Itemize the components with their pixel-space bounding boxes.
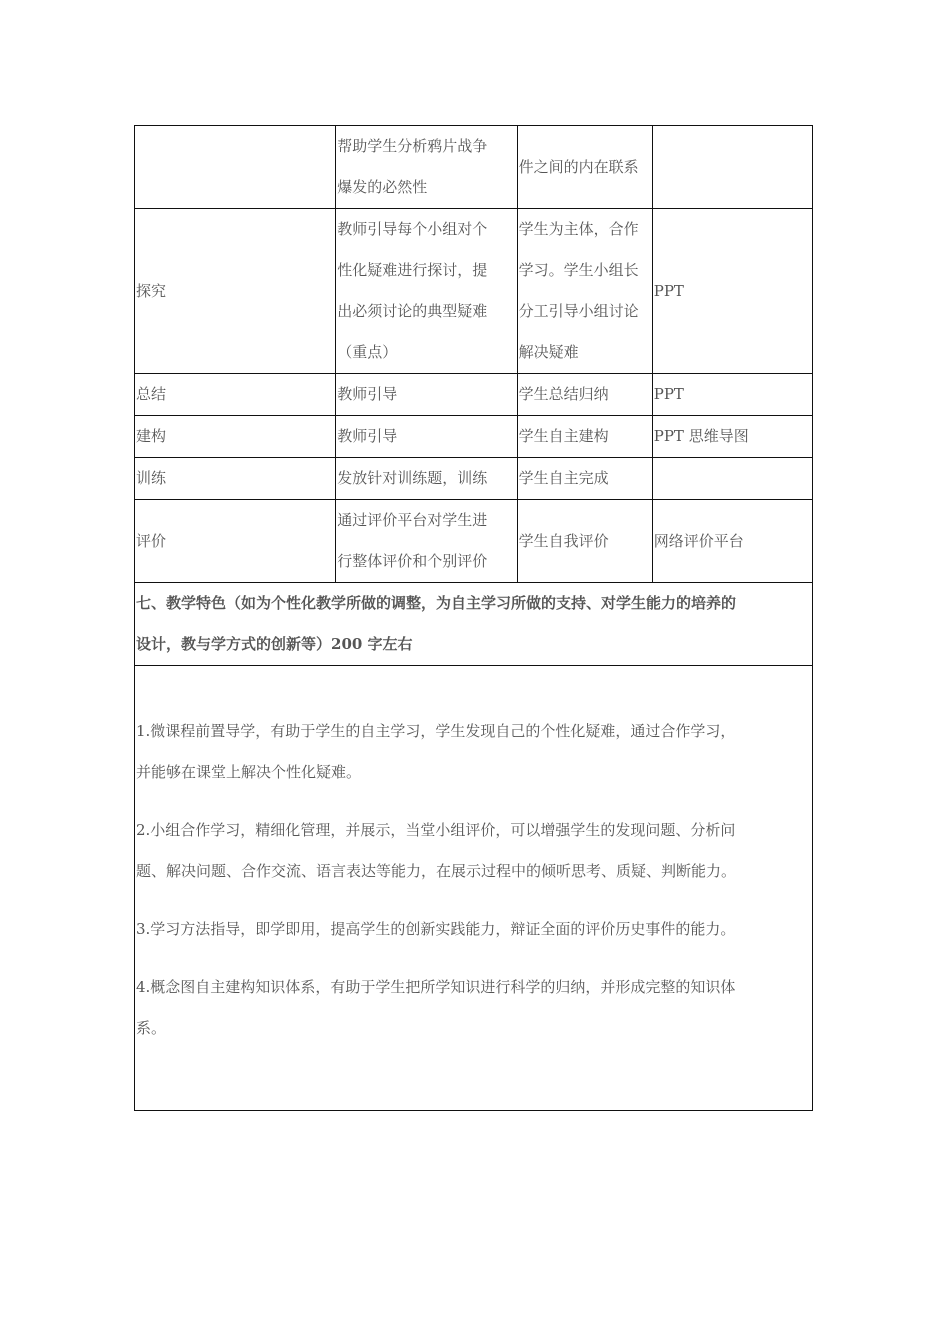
student-activity-cell [517,209,652,374]
section-body-row [135,666,813,1111]
stage-cell [135,126,336,209]
feature-paragraph [136,967,811,1049]
table-row [135,209,813,374]
text-line: 学生自主建构 [518,427,609,445]
text-line: 爆发的必然性 [337,178,428,196]
student-activity-cell [517,416,652,458]
heading-line: 设计，教与学方式的创新等）200 字左右 [136,635,413,653]
student-activity-cell [517,374,652,416]
table-row [135,374,813,416]
feature-paragraph [136,711,811,793]
section-body [135,666,813,1111]
teacher-activity-cell [336,209,517,374]
media-cell: PPT 思维导图 [652,416,812,458]
student-activity-cell [517,126,652,209]
text-line: 教师引导 [337,385,398,403]
table-row [135,126,813,209]
text-line: 教师引导每个小组对个 [337,220,488,238]
text-line: 行整体评价和个别评价 [337,552,488,570]
text-line: 并能够在课堂上解决个性化疑难。 [136,762,362,781]
stage-cell: 探究 [135,209,336,374]
section-heading-row [135,583,813,666]
text-line: 3.学习方法指导，即学即用，提高学生的创新实践能力，辩证全面的评价历史事件的能力。 [136,919,736,938]
stage-cell: 训练 [135,458,336,500]
text-line: 学生为主体，合作 [518,220,639,238]
teacher-activity-cell [336,500,517,583]
student-activity-cell [517,458,652,500]
text-line: 性化疑难进行探讨，提 [337,261,488,279]
text-line: 学生总结归纳 [518,385,609,403]
media-cell: PPT [652,209,812,374]
table-row [135,458,813,500]
feature-paragraph [136,810,811,892]
text-line: 题、解决问题、合作交流、语言表达等能力，在展示过程中的倾听思考、质疑、判断能力。 [136,861,737,880]
text-line: 2.小组合作学习，精细化管理，并展示，当堂小组评价，可以增强学生的发现问题、分析问 [136,820,736,839]
text-line: 1.微课程前置导学，有助于学生的自主学习，学生发现自己的个性化疑难，通过合作学习， [136,721,736,740]
teacher-activity-cell [336,126,517,209]
teacher-activity-cell [336,416,517,458]
teacher-activity-cell [336,458,517,500]
table-row [135,416,813,458]
text-line: 通过评价平台对学生进 [337,511,488,529]
table-row [135,500,813,583]
text-line: 解决疑难 [518,343,579,361]
teacher-activity-cell [336,374,517,416]
text-line: 学习。学生小组长 [518,261,639,279]
text-line: 系。 [136,1018,167,1037]
student-activity-cell [517,500,652,583]
lesson-plan-sheet [134,125,813,1111]
text-line: 出必须讨论的典型疑难 [337,302,488,320]
text-line: 4.概念图自主建构知识体系，有助于学生把所学知识进行科学的归纳，并形成完整的知识体 [136,977,736,996]
text-line: 学生自我评价 [518,531,609,550]
text-line: 帮助学生分析鸦片战争 [337,137,488,155]
stage-cell: 评价 [135,500,336,583]
feature-paragraph [136,909,811,950]
text-line: 件之间的内在联系 [518,157,639,176]
text-line: 学生自主完成 [518,469,609,487]
section-heading [135,583,813,666]
stage-cell: 建构 [135,416,336,458]
media-cell [652,126,812,209]
media-cell: PPT [652,374,812,416]
stage-cell: 总结 [135,374,336,416]
text-line: 发放针对训练题，训练 [337,469,488,487]
media-cell [652,458,812,500]
text-line: 分工引导小组讨论 [518,302,639,320]
heading-line: 七、教学特色（如为个性化教学所做的调整，为自主学习所做的支持、对学生能力的培养的 [136,594,737,612]
text-line: 教师引导 [337,427,398,445]
media-cell: 网络评价平台 [652,500,812,583]
teaching-process-table [134,125,813,1111]
text-line: （重点） [337,343,398,361]
